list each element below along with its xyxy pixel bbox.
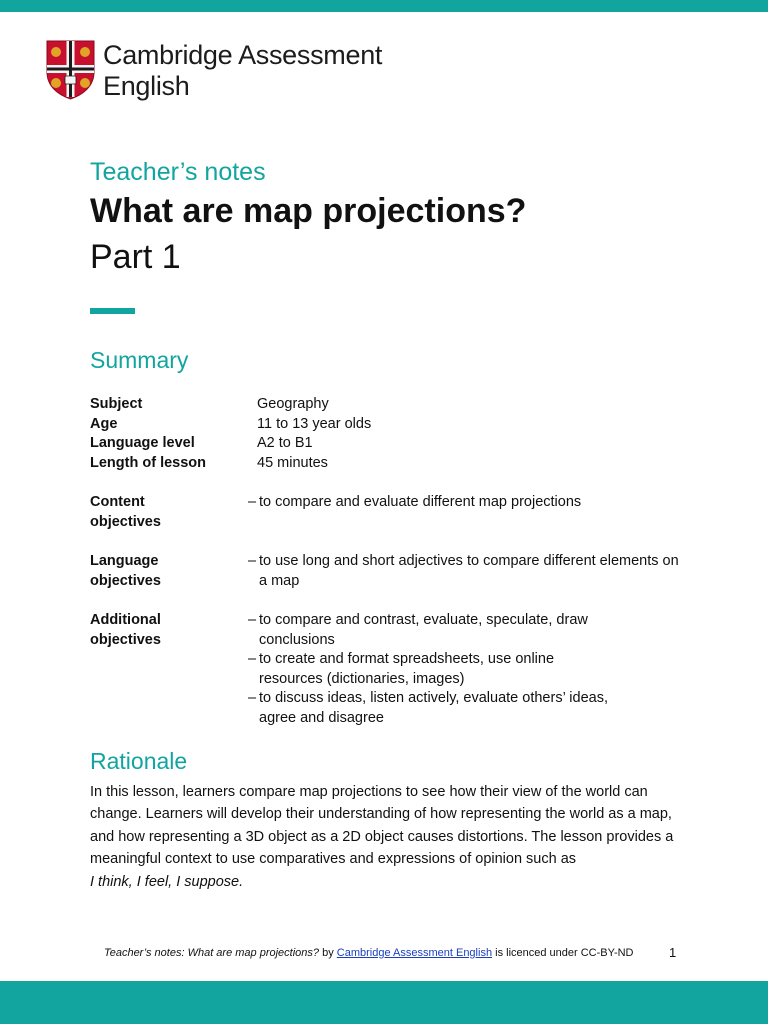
cambridge-shield-icon <box>46 40 95 100</box>
summary-heading: Summary <box>90 347 189 373</box>
objective-label <box>90 552 230 591</box>
dash-bullet: – <box>248 494 257 510</box>
objective-item <box>248 552 688 591</box>
objective-text: to compare and contrast, evaluate, speculate, draw conclusions <box>259 612 588 648</box>
objective-label-line: Additional <box>90 612 161 628</box>
objective-label <box>90 493 230 532</box>
document-kicker: Teacher’s notes <box>90 158 266 186</box>
document-title: What are map projections? <box>90 192 527 230</box>
objective-label <box>90 611 230 650</box>
footer-link[interactable]: Cambridge Assessment English <box>336 947 493 959</box>
meta-value: A2 to B1 <box>257 435 313 452</box>
objective-list <box>248 552 688 591</box>
objective-list <box>248 611 608 729</box>
footer-licence <box>104 947 634 959</box>
objective-text: to compare and evaluate different map projections <box>259 494 582 510</box>
brand-wordmark <box>103 40 382 102</box>
objective-label-line: Language <box>90 553 159 569</box>
rationale-paragraph <box>90 781 680 893</box>
brand-line-2: English <box>103 71 190 101</box>
objective-item <box>248 689 608 728</box>
objective-label-line: objectives <box>90 572 161 589</box>
rationale-examples: I think, I feel, I suppose. <box>90 873 244 890</box>
bottom-accent-bar <box>0 981 768 1024</box>
page-number: 1 <box>669 945 677 960</box>
objective-text: to discuss ideas, listen actively, evaluate others’ ideas, agree and disagree <box>259 690 608 726</box>
meta-value: Geography <box>257 396 329 412</box>
rationale-body: In this lesson, learners compare map projections to see how their view of the world can change. Learners will develop their understanding of how representing the world as a map, and how representing a 3D object as a 2D object causes distortions. The lesson provides a meaningful context to use comparatives and expressions of opinion such as <box>90 784 674 868</box>
dash-bullet: – <box>248 651 257 668</box>
meta-value: 45 minutes <box>257 454 328 471</box>
dash-bullet: – <box>248 553 257 569</box>
dash-bullet: – <box>248 612 257 628</box>
objective-label-line: Content <box>90 494 145 510</box>
objective-text: to create and format spreadsheets, use online resources (dictionaries, images) <box>259 651 555 687</box>
brand-line-1: Cambridge Assessment <box>103 40 383 70</box>
brand-logo <box>46 40 382 102</box>
meta-label: Length of lesson <box>90 454 206 471</box>
footer-licence-text: is licenced under CC-BY-ND <box>492 947 634 959</box>
objective-list <box>248 493 688 513</box>
meta-label: Age <box>90 415 118 432</box>
objective-item <box>248 611 608 650</box>
objective-item <box>248 493 688 513</box>
objective-label-line: objectives <box>90 631 161 648</box>
meta-value: 11 to 13 year olds <box>257 415 372 432</box>
objective-label-line: objectives <box>90 513 161 530</box>
objective-text: to use long and short adjectives to compare different elements on a map <box>259 553 679 589</box>
meta-label: Language level <box>90 435 195 452</box>
dash-bullet: – <box>248 690 257 707</box>
footer-by: by <box>319 947 337 959</box>
meta-label: Subject <box>90 396 143 412</box>
top-accent-bar <box>0 0 768 12</box>
rationale-heading: Rationale <box>90 748 188 774</box>
document-subtitle: Part 1 <box>90 238 181 276</box>
footer-title: Teacher’s notes: What are map projections? <box>104 947 320 959</box>
title-accent-rule <box>90 308 135 314</box>
objective-item <box>248 650 608 689</box>
